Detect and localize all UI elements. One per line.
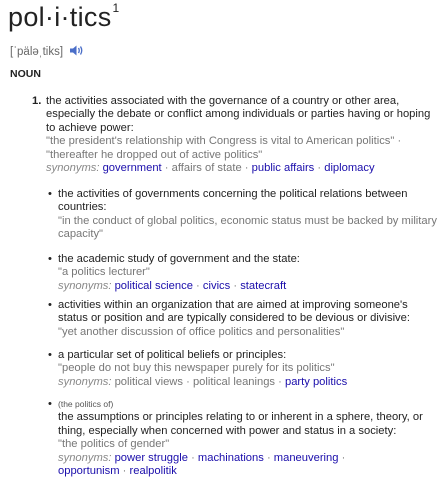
pronunciation-row — [10, 44, 85, 60]
synonyms-row: synonyms: power struggle · machinations · maneuvering · opportunism · realpolitik — [58, 451, 346, 478]
synonym-text: political leanings — [192, 375, 276, 388]
synonym-link[interactable]: party politics — [284, 375, 348, 388]
synonym-link[interactable]: statecraft — [240, 279, 287, 292]
synonyms-row: synonyms: government · affairs of state · public affairs · diplomacy — [46, 162, 375, 175]
part-of-speech: NOUN — [10, 68, 41, 80]
synonyms-label: synonyms: — [58, 451, 112, 464]
synonym-text: affairs of state — [171, 162, 242, 175]
synonyms-label: synonyms: — [58, 375, 112, 388]
subsense-3: • activities within an organization that are aimed at improving someone's status or position and are typically considered to be devious or divisive: "yet another discussion of office politics and personalities" — [58, 299, 438, 339]
sense-definition: the activities associated with the governance of a country or other area, especially the debate or conflict among individuals or parties having or hoping to achieve power: — [46, 95, 431, 134]
subsense-definition: the assumptions or principles relating to or inherent in a sphere, theory, or thing, especially when concerned with power and status in a society: — [58, 411, 423, 437]
synonym-link[interactable]: public affairs — [251, 162, 315, 175]
sense-number: 1. — [32, 95, 42, 107]
synonyms-label: synonyms: — [46, 162, 100, 175]
subsense-5: • (the politics of) the assumptions or principles relating to or inherent in a sphere, theory, or thing, especially when concerned with power and status in a society: "the politics of gender" synonyms: power struggle · machinations · maneuvering · opportunism · realpolitik — [58, 398, 438, 478]
subsense-4: • a particular set of political beliefs or principles: "people do not buy this newspaper purely for its politics" synonyms: political views · political leanings · party politics — [58, 349, 438, 389]
subsense-1: • the activities of governments concerning the political relations between countries: "in the conduct of global politics, economic status must be backed by military capacity" — [48, 188, 437, 241]
speaker-icon[interactable] — [69, 44, 85, 60]
synonym-link[interactable]: realpolitik — [129, 465, 177, 478]
subsense-example: "a politics lecturer" — [58, 266, 150, 279]
subsense-definition: the activities of governments concerning the political relations between countries: — [58, 188, 408, 214]
synonym-link[interactable]: maneuvering — [273, 451, 339, 464]
synonyms-label: synonyms: — [58, 279, 112, 292]
subsense-definition: the academic study of government and the state: — [58, 253, 300, 265]
synonym-text: political views — [114, 375, 183, 388]
subsense-example: "the politics of gender" — [58, 438, 170, 451]
headword-superscript: 1 — [112, 1, 120, 15]
pronunciation-text: [ˈpäləˌtiks] — [10, 46, 64, 58]
headword-text: pol·i·tics — [8, 2, 112, 32]
synonym-link[interactable]: political science — [114, 279, 193, 292]
sense-example: "the president's relationship with Congress is vital to American politics" · — [46, 135, 402, 148]
subsense-example: "in the conduct of global politics, economic status must be backed by military capacity" — [58, 214, 437, 241]
subsense-example: "people do not buy this newspaper purely for its politics" — [58, 362, 335, 375]
sense-example: "thereafter he dropped out of active politics" — [46, 148, 263, 161]
synonym-link[interactable]: diplomacy — [324, 162, 375, 175]
synonym-link[interactable]: opportunism — [58, 465, 120, 478]
synonym-link[interactable]: civics — [202, 279, 231, 292]
synonyms-row: synonyms: political science · civics · statecraft — [58, 279, 287, 292]
headword — [8, 2, 120, 33]
synonym-link[interactable]: power struggle — [114, 451, 188, 464]
synonym-link[interactable]: machinations — [197, 451, 264, 464]
synonym-link[interactable]: government — [102, 162, 162, 175]
subsense-example: "yet another discussion of office politics and personalities" — [58, 325, 345, 338]
sense-1 — [32, 95, 440, 175]
subsense-tag: (the politics of) — [58, 399, 114, 409]
synonyms-row: synonyms: political views · political leanings · party politics — [58, 375, 348, 388]
subsense-definition: activities within an organization that are aimed at improving someone's status or position and are typically considered to be devious or divisive: — [58, 299, 410, 325]
subsense-2: • the academic study of government and the state: "a politics lecturer" synonyms: political science · civics · statecraft — [58, 253, 438, 293]
subsense-definition: a particular set of political beliefs or principles: — [58, 349, 287, 361]
